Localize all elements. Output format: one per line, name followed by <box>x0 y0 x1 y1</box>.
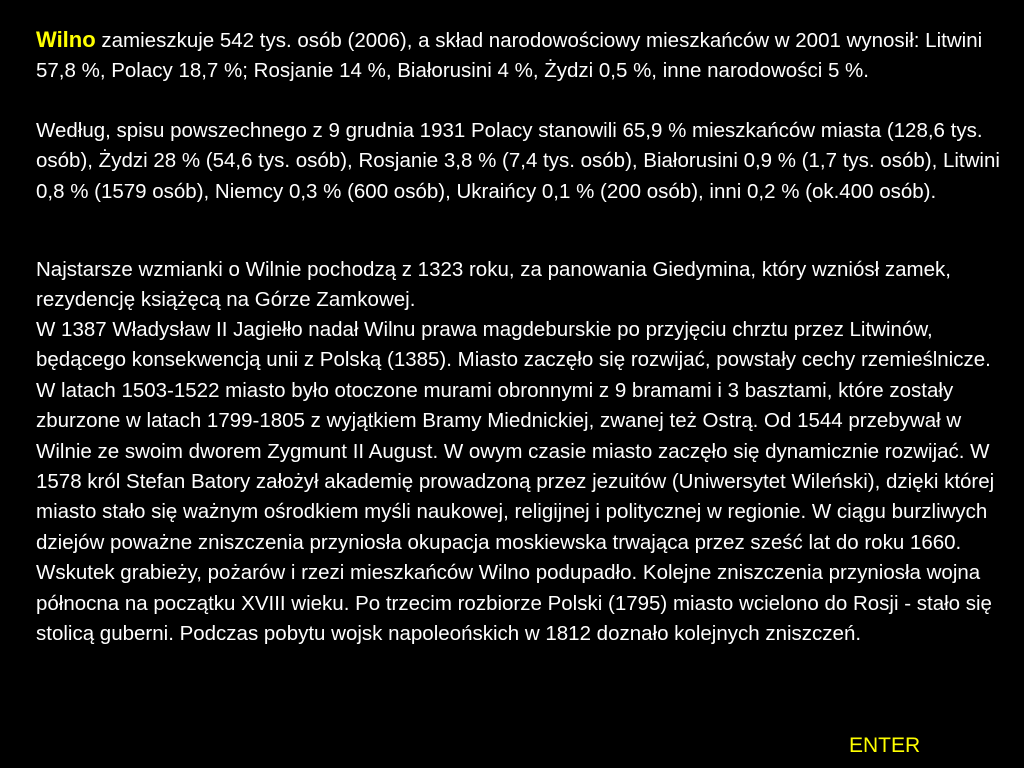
paragraph-population-2006-text: zamieszkuje 542 tys. osób (2006), a skład narodowościowy mieszkańców w 2001 wynosił: Litwini 57,8 %, Polacy 18,7 %; Rosjanie 14 %, Białorusini 4 %, Żydzi 0,5 %, inne narodowości 5 %. <box>36 29 983 83</box>
paragraph-population-2006 <box>36 25 996 87</box>
paragraph-census-1931: Według, spisu powszechnego z 9 grudnia 1931 Polacy stanowili 65,9 % mieszkańców miasta (128,6 tys. osób), Żydzi 28 % (54,6 tys. osób), Rosjanie 3,8 % (7,4 tys. osób), Białorusini 0,9 % (1,7 tys. osób), Litwini 0,8 % (1579 osób), Niemcy 0,3 % (600 osób), Ukraińcy 0,1 % (200 osób), inni 0,2 % (ok.400 osób). <box>36 119 1000 203</box>
paragraph-earliest-mentions: Najstarsze wzmianki o Wilnie pochodzą z 1323 roku, za panowania Giedymina, który wzniósł zamek, rezydencję książęcą na Górze Zamkowej. <box>36 258 951 312</box>
paragraph-history: W 1387 Władysław II Jagiełło nadał Wilnu prawa magdeburskie po przyjęciu chrztu przez Litwinów, będącego konsekwencją unii z Polską (1385). Miasto zaczęło się rozwijać, powstały cechy rzemieślnicze. W latach 1503-1522 miasto było otoczone murami obronnymi z 9 bramami i 3 basztami, które zostały zburzone w latach 1799-1805 z wyjątkiem Bramy Miednickiej, zwanej też Ostrą. Od 1544 przebywał w Wilnie ze swoim dworem Zygmunt II August. W owym czasie miasto zaczęło się dynamicznie rozwijać. W 1578 król Stefan Batory założył akademię prowadzoną przez jezuitów (Uniwersytet Wileński), dzięki której miasto stało się ważnym ośrodkiem myśli naukowej, religijnej i politycznej w regionie. W ciągu burzliwych dziejów poważne zniszczenia przyniosła okupacja moskiewska trwająca przez sześć lat do roku 1660. Wskutek grabieży, pożarów i rzezi mieszkańców Wilno podupadło. Kolejne zniszczenia przyniosła wojna północna na początku XVIII wieku. Po trzecim rozbiorze Polski (1795) miasto wcielono do Rosji - stało się stolicą guberni. Podczas pobytu wojsk napoleońskich w 1812 doznało kolejnych zniszczeń. <box>36 318 995 646</box>
title-wilno: Wilno <box>36 27 96 52</box>
enter-link[interactable]: ENTER <box>849 734 921 757</box>
